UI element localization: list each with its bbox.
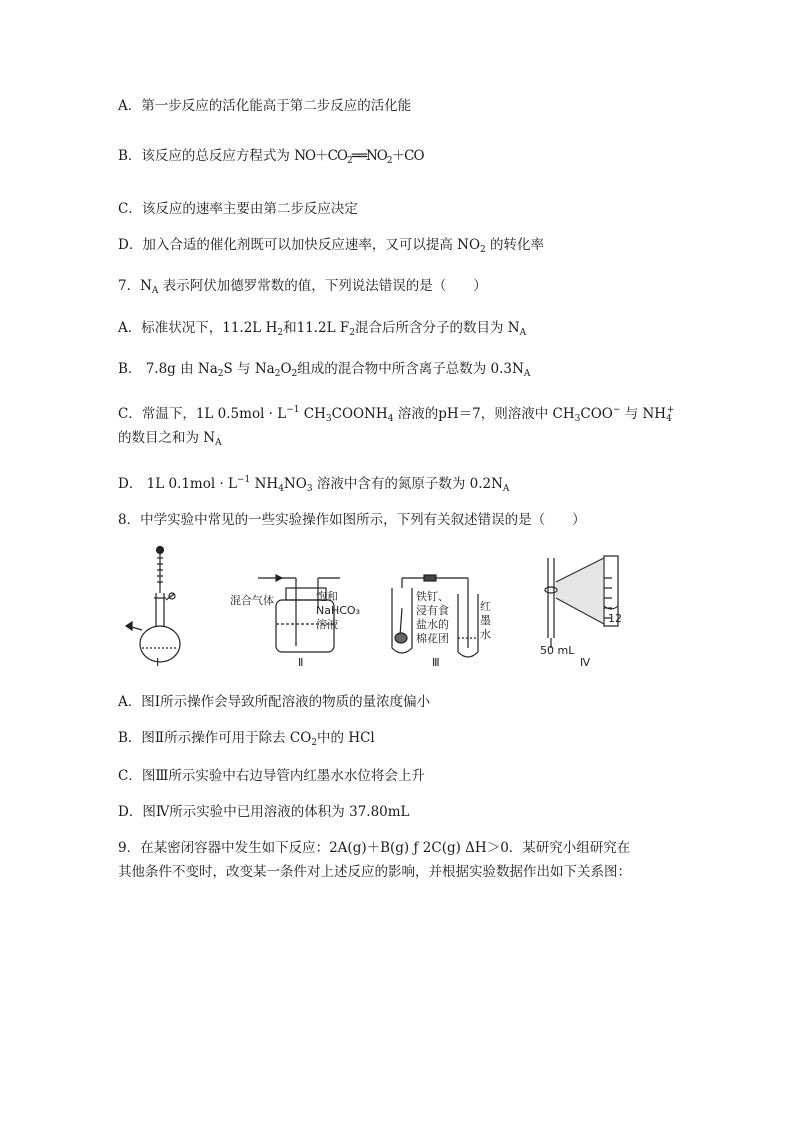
figure-4-magnifier-cone	[556, 558, 604, 624]
q8-figure-svg	[118, 538, 678, 668]
q7-c-2: CH	[299, 406, 326, 422]
q9-stem-line2: 其他条件不变时，改变某一条件对上述反应的影响，并根据实验数据作出如下关系图：	[118, 864, 631, 880]
figure-3-text-3: 盐水的	[416, 618, 449, 631]
q7-option-d: D． 1L $0.1mol \cdot L^{-1}$ $NH_4NO_3$ 溶液中含有的氮原子数为 $0.2N_A$	[118, 475, 510, 494]
q7-d-3: NO	[283, 476, 307, 492]
q7-option-c-line1: C．常温下，1L $0.5mol \cdot L^{-1}$ $CH_3COONH_4$ 溶液的pH＝7，则溶液中 $CH_3COO^-$ 与 $NH_4^+$	[118, 405, 675, 424]
q9-line1-a: 9．在某密闭容器中发生如下反应：	[118, 840, 330, 856]
q7-d-4: 溶液中含有的氮原子数为 0.2N	[312, 476, 503, 492]
q7-b-1: B． 7.8g 由 Na	[118, 361, 218, 377]
q8-stem: 8．中学实验中常见的一些实验操作如图所示，下列有关叙述错误的是（ ）	[118, 512, 586, 528]
figure-2-gas-label: 混合气体	[230, 594, 274, 607]
option-b-text: B．该反应的总反应方程式为	[118, 148, 295, 164]
q7-c-4: 溶液的pH＝7，则溶液中 CH	[393, 406, 575, 422]
q8-option-a: A．图Ⅰ所示操作会导致所配溶液的物质的量浓度偏小	[118, 694, 431, 710]
q8-b-end: 中的 HCl	[317, 730, 375, 746]
q7-c-1: C．常温下，1L 0.5mol · L	[118, 406, 287, 422]
q7-d-1: D． 1L 0.1mol · L	[118, 476, 238, 492]
q7-d-2: NH	[250, 476, 279, 492]
figure-4-tick-label: 12	[608, 612, 622, 625]
q7-stem: 7．$N_A$ 表示阿伏加德罗常数的值，下列说法错误的是（ ）	[118, 278, 487, 296]
figure-2-label: Ⅱ	[298, 656, 304, 668]
figure-3-text-2: 浸有食	[416, 604, 449, 617]
figure-1-volumetric-flask	[126, 546, 180, 662]
figure-3-label: Ⅲ	[432, 656, 440, 668]
q8-option-c: C．图Ⅲ所示实验中右边导管内红墨水水位将会上升	[118, 768, 425, 784]
option-b-equation: $NO+CO_2══NO_2+CO$	[294, 148, 424, 166]
q9-line1-b: ．某研究小组研究在	[508, 840, 631, 856]
q7-option-b: B． 7.8g 由 $Na_2S$ 与 $Na_2O_2$组成的混合物中所含离子总数为 $0.3N_A$	[118, 361, 531, 379]
q7-c-7: 的数目之和为 N	[118, 430, 216, 446]
option-d: D．加入合适的催化剂既可以加快反应速率，又可以提高 $NO_2$ 的转化率	[118, 237, 545, 255]
q7-a-1: A．标准状况下，11.2L H	[118, 320, 278, 336]
option-a: A．第一步反应的活化能高于第二步反应的活化能	[118, 98, 412, 114]
option-d-suffix: 的转化率	[485, 237, 545, 253]
figure-3-ink-2: 墨	[480, 614, 491, 627]
option-b	[118, 146, 424, 171]
figure-3-text-1: 铁钉、	[416, 590, 449, 603]
option-d-text: D．加入合适的催化剂既可以加快反应速率，又可以提高	[118, 237, 458, 253]
q8-option-d: D．图Ⅳ所示实验中已用溶液的体积为 37.80mL	[118, 804, 410, 820]
q7-c-5: COO	[580, 406, 613, 422]
figure-2-solution-label-3: 溶液	[316, 618, 338, 631]
q7-option-a: A．标准状况下，11.2L $H_2$和11.2L $F_2$混合后所含分子的数目为 $N_A$	[118, 320, 527, 338]
q8-option-b: B．图Ⅱ所示操作可用于除去 $CO_2$中的 HCl	[118, 730, 375, 748]
q8-b-text: B．图Ⅱ所示操作可用于除去 CO	[118, 730, 312, 746]
q8-figures	[118, 538, 678, 668]
q7-c-3: COONH	[331, 406, 388, 422]
q7-a-3: 混合后所含分子的数目为 N	[355, 320, 520, 336]
figure-4-volume-label: 50 mL	[540, 644, 575, 657]
q7-option-c-line2: 的数目之和为 $N_A$	[118, 430, 222, 448]
figure-1-label: Ⅰ	[156, 656, 160, 668]
q9-equation: 2A(g)＋B(g) ƒ 2C(g) ΔH＞0	[329, 840, 509, 856]
q7-b-3: 组成的混合物中所含离子总数为 0.3N	[297, 361, 524, 377]
q7-a-2: 和11.2L F	[283, 320, 350, 336]
figure-2-solution-label-1: 饱和	[316, 590, 338, 603]
figure-2-solution-label-2: NaHCO₃	[316, 604, 360, 617]
q7-b-2: S 与 Na	[223, 361, 275, 377]
q7-stem-text: 表示阿伏加德罗常数的值，下列说法错误的是（ ）	[162, 278, 487, 294]
figure-3-text-4: 棉花团	[416, 632, 449, 645]
q7-c-6: 与 NH	[620, 406, 667, 422]
option-c: C．该反应的速率主要由第二步反应决定	[118, 201, 358, 217]
figure-3-ink-1: 红	[480, 600, 491, 613]
q9-stem-line1	[118, 838, 630, 858]
figure-4-label: Ⅳ	[580, 656, 591, 668]
figure-3-ink-3: 水	[480, 628, 491, 641]
